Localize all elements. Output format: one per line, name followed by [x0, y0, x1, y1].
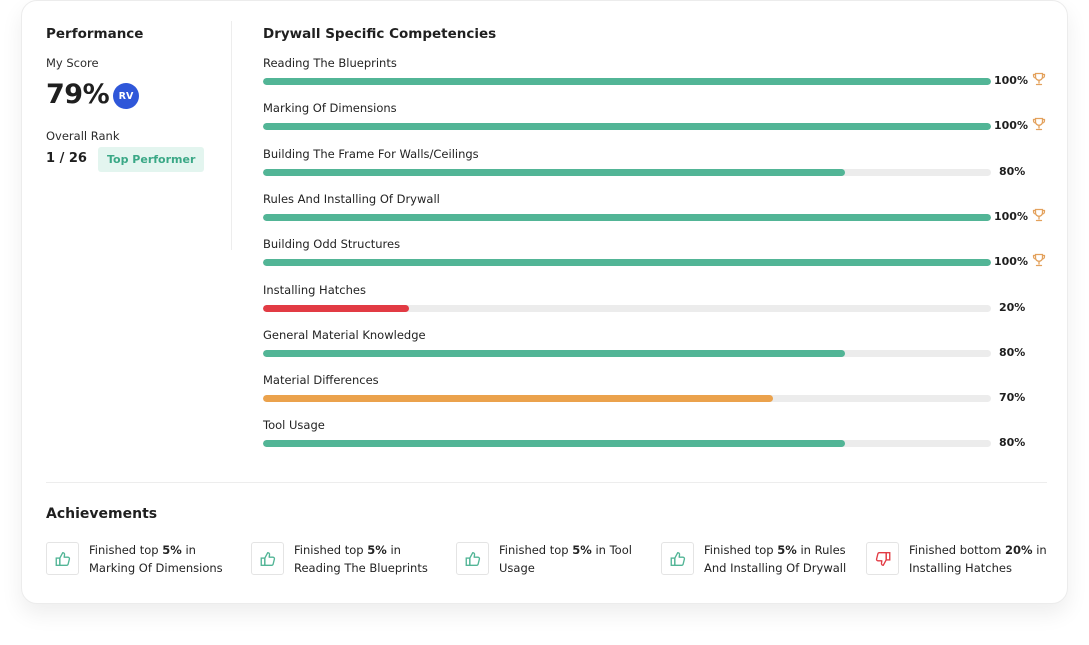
competency-row	[263, 192, 1048, 232]
competency-percent: 80%	[999, 345, 1026, 359]
thumbs-up-icon	[46, 542, 79, 575]
progress-track	[263, 440, 991, 447]
avatar[interactable]: RV	[113, 83, 139, 109]
progress-fill	[263, 440, 845, 447]
thumbs-up-icon	[456, 542, 489, 575]
progress-track	[263, 123, 991, 130]
achievement-percent: 5%	[367, 543, 387, 557]
achievement-text-post: in Rules And Installing Of Drywall	[704, 543, 847, 575]
progress-fill	[263, 350, 845, 357]
performance-title: Performance	[46, 26, 144, 42]
achievement-text-pre: Finished top	[704, 543, 778, 557]
progress-fill	[263, 305, 409, 312]
competency-label: Building The Frame For Walls/Ceilings	[263, 146, 479, 161]
competency-percent: 80%	[999, 436, 1026, 450]
competency-row	[263, 418, 1048, 458]
progress-fill	[263, 395, 773, 402]
achievements-title: Achievements	[46, 506, 158, 522]
performance-card	[21, 0, 1068, 604]
trophy-icon	[1031, 71, 1047, 87]
progress-track	[263, 305, 991, 312]
progress-track	[263, 169, 991, 176]
achievement-text-pre: Finished top	[499, 543, 573, 557]
trophy-icon	[1031, 116, 1047, 132]
competency-percent: 70%	[999, 391, 1026, 405]
achievement-item	[46, 542, 241, 582]
top-performer-badge: Top Performer	[98, 147, 204, 172]
achievement-text	[704, 542, 854, 577]
progress-fill	[263, 259, 991, 266]
vertical-divider	[231, 21, 232, 250]
competency-percent: 100%	[994, 255, 1028, 269]
competency-label: Marking Of Dimensions	[263, 101, 397, 116]
score-label: My Score	[46, 56, 99, 70]
achievement-item	[661, 542, 856, 582]
competency-percent: 100%	[994, 119, 1028, 133]
thumbs-up-icon	[251, 542, 284, 575]
achievement-text	[909, 542, 1059, 577]
competency-percent: 100%	[994, 74, 1028, 87]
rank-label: Overall Rank	[46, 129, 120, 143]
achievement-percent: 5%	[572, 543, 592, 557]
competency-label: Material Differences	[263, 373, 379, 388]
progress-fill	[263, 123, 991, 130]
competency-label: Installing Hatches	[263, 282, 366, 297]
competency-row	[263, 147, 1048, 187]
trophy-icon	[1031, 252, 1047, 268]
progress-track	[263, 78, 991, 85]
competency-label: Rules And Installing Of Drywall	[263, 191, 440, 206]
achievement-text-pre: Finished top	[294, 543, 368, 557]
achievement-text	[89, 542, 239, 577]
progress-track	[263, 259, 991, 266]
competency-row	[263, 237, 1048, 277]
achievement-item	[251, 542, 446, 582]
achievement-text-post: in Installing Hatches	[909, 543, 1047, 575]
achievement-item	[866, 542, 1061, 582]
achievement-text	[294, 542, 444, 577]
achievement-text	[499, 542, 649, 577]
achievement-percent: 5%	[162, 543, 182, 557]
competency-percent: 80%	[999, 164, 1026, 178]
competency-percent: 20%	[999, 300, 1026, 314]
competency-label: Building Odd Structures	[263, 237, 401, 252]
section-divider	[46, 482, 1047, 483]
achievement-text-post: in Tool Usage	[499, 543, 632, 575]
competency-row	[263, 373, 1048, 413]
competencies-title: Drywall Specific Competencies	[263, 26, 497, 42]
achievement-text-post: in Marking Of Dimensions	[89, 543, 223, 575]
achievement-text-pre: Finished top	[89, 543, 163, 557]
competency-row	[263, 56, 1048, 96]
thumbs-down-icon	[866, 542, 899, 575]
progress-fill	[263, 78, 991, 85]
competency-label: Reading The Blueprints	[263, 56, 397, 70]
achievement-item	[456, 542, 651, 582]
competency-row	[263, 283, 1048, 323]
thumbs-up-icon	[661, 542, 694, 575]
progress-fill	[263, 169, 845, 176]
competency-percent: 100%	[994, 209, 1028, 223]
competency-label: General Material Knowledge	[263, 327, 426, 342]
trophy-icon	[1031, 207, 1047, 223]
progress-track	[263, 214, 991, 221]
achievement-percent: 20%	[1005, 543, 1033, 557]
progress-track	[263, 350, 991, 357]
achievement-text-pre: Finished bottom	[909, 543, 1006, 557]
rank-value: 1 / 26	[46, 151, 87, 166]
achievement-percent: 5%	[777, 543, 797, 557]
competency-label: Tool Usage	[263, 418, 325, 433]
progress-track	[263, 395, 991, 402]
competency-row	[263, 328, 1048, 368]
score-value: 79%	[46, 79, 110, 110]
achievement-text-post: in Reading The Blueprints	[294, 543, 428, 575]
progress-fill	[263, 214, 991, 221]
competency-row	[263, 101, 1048, 141]
